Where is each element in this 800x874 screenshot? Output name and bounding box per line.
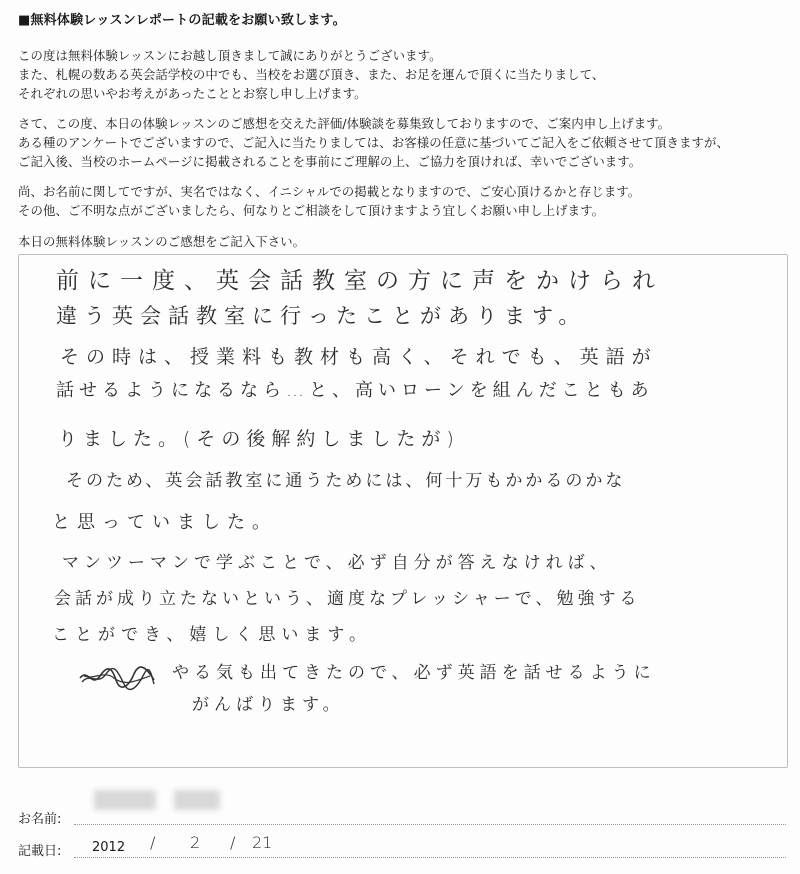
intro-line: また、札幌の数ある英会話学校の中でも、当校をお選び頂き、また、お足を運んで頂くに当たりまして、	[18, 67, 605, 82]
handwritten-line: その時は、授業料も教材も高く、それでも、英語が	[60, 346, 658, 368]
notice-line: その他、ご不明な点がございましたら、何なりとご相談をして頂けますよう宜しくお願い申し上げます。	[18, 203, 605, 218]
redacted-given-name	[174, 790, 220, 810]
form-title: ■無料体験レッスンレポートの記載をお願い致します。	[18, 13, 346, 28]
date-label: 記載日:	[18, 844, 62, 859]
request-line: さて、この度、本日の体験レッスンのご感想を交えた評価/体験談を募集致しておりますので、ご案内申し上げます。	[18, 116, 671, 131]
request-paragraph	[18, 114, 729, 171]
handwritten-line: マンツーマンで学ぶことで、必ず自分が答えなければ、	[62, 553, 612, 573]
handwritten-line: ことができ、嬉しく思います。	[52, 625, 372, 645]
intro-paragraph	[18, 46, 604, 103]
date-year: 2012	[92, 840, 126, 855]
date-day: 21	[252, 833, 273, 852]
handwritten-line: 会話が成り立たないという、適度なプレッシャーで、勉強する	[54, 589, 641, 609]
date-field-line	[74, 857, 786, 858]
request-line: ある種のアンケートでございますので、ご記入に当たりましては、お客様の任意に基づいてご記入をご依頼させて頂きますが、	[18, 135, 729, 150]
date-slash: /	[150, 833, 156, 852]
handwritten-line: そのため、英会話教室に通うためには、何十万もかかるのかな	[66, 471, 626, 491]
notice-paragraph	[18, 182, 640, 220]
date-month: 2	[190, 833, 201, 852]
request-line: ご記入後、当校のホームページに掲載されることを事前にご理解の上、ご協力を頂ければ、幸いでございます。	[18, 154, 642, 169]
date-slash: /	[230, 833, 236, 852]
handwritten-line: がんばります。	[192, 695, 345, 715]
handwritten-line: りました。(その後解約しましたが)	[58, 428, 460, 450]
crossed-out-scribble	[78, 664, 156, 692]
comment-prompt: 本日の無料体験レッスンのご感想をご記入下さい。	[18, 234, 306, 249]
intro-line: この度は無料体験レッスンにお越し頂きまして誠にありがとうございます。	[18, 48, 442, 63]
handwritten-line: やる気も出てきたので、必ず英語を話せるように	[172, 663, 656, 683]
handwritten-line: 前に一度、英会話教室の方に声をかけられ	[56, 268, 664, 294]
redacted-surname	[94, 790, 156, 810]
name-field-line	[74, 824, 786, 825]
handwritten-line: 話せるようになるなら…と、高いローンを組んだこともあ	[56, 380, 654, 401]
name-label: お名前:	[18, 812, 62, 827]
handwritten-line: 違う英会話教室に行ったことがあります。	[56, 304, 587, 328]
handwritten-line: と思っていました。	[52, 512, 277, 533]
intro-line: それぞれの思いやお考えがあったこととお察し申し上げます。	[18, 86, 367, 101]
notice-line: 尚、お名前に関してですが、実名ではなく、イニシャルでの掲載となりますので、ご安心頂けるかと存じます。	[18, 184, 641, 199]
